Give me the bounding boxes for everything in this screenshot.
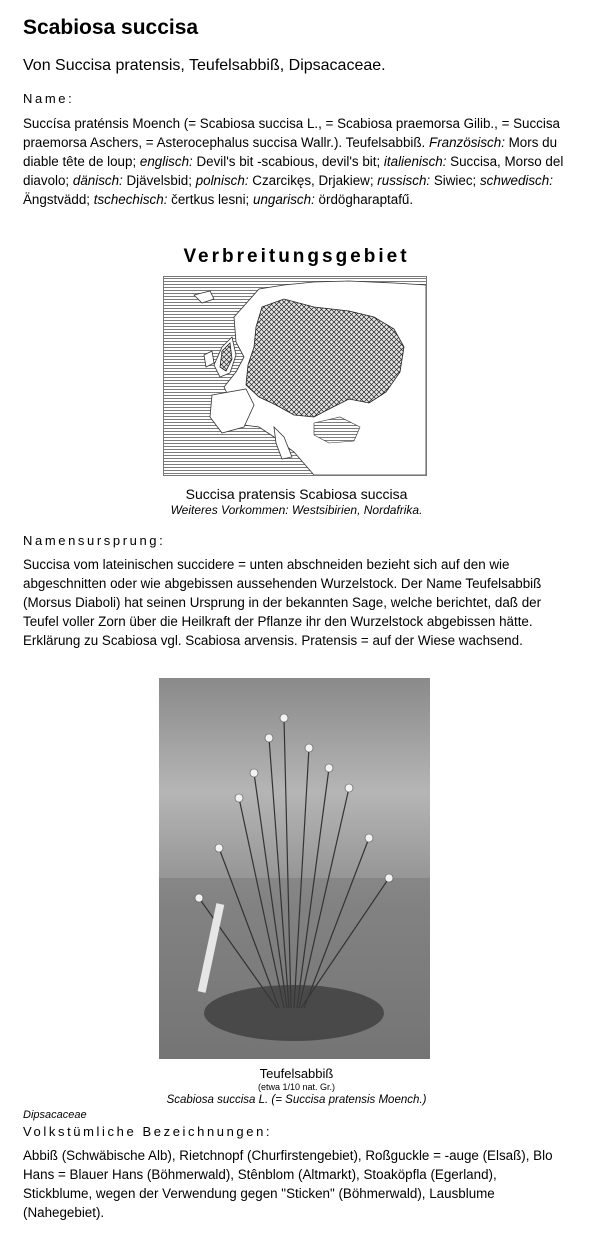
origin-heading: Namensursprung: [23, 533, 166, 548]
page-title: Scabiosa succisa [23, 16, 199, 39]
distribution-map [163, 276, 427, 476]
lang-text: Siwiec; [430, 173, 480, 188]
map-title: Verbreitungsgebiet [183, 246, 410, 267]
lang-text: čertkus lesni; [167, 192, 254, 207]
lang-text: Ängstvädd; [23, 192, 94, 207]
page-subtitle: Von Succisa pratensis, Teufelsabbiß, Dipsacaceae. [23, 57, 386, 74]
lang-label: schwedisch: [479, 173, 553, 188]
lang-text: ördögharaptafű. [314, 192, 414, 207]
botanical-names: Succísa praténsis Moench (= Scabiosa succisa L., = Scabiosa praemorsa Gilib., = Succisa praemorsa Aschers, = Asterocephalus succisa Wallr.). Teufelsabbiß. [23, 116, 560, 150]
lang-text: Czarcikęs, Drjakiew; [248, 173, 378, 188]
photo-latin: Scabiosa succisa L. (= Succisa pratensis Moench.) [166, 1094, 427, 1106]
photo-scale: (etwa 1/10 nat. Gr.) [257, 1082, 336, 1092]
map-caption: Succisa pratensis Scabiosa succisa [185, 486, 408, 502]
family-label: Dipsacaceae [23, 1109, 87, 1121]
lang-text: Devil's bit -scabious, devil's bit; [192, 154, 384, 169]
lang-text: Djävelsbid; [122, 173, 196, 188]
lang-text: Mors du diable tête de loup; [23, 135, 558, 169]
plant-photo [159, 678, 430, 1059]
lang-label: dänisch: [72, 173, 123, 188]
name-heading: Name: [23, 91, 75, 106]
lang-label: Französisch: [429, 135, 505, 150]
lang-label: ungarisch: [253, 192, 315, 207]
name-paragraph [23, 114, 568, 209]
lang-label: polnisch: [195, 173, 249, 188]
lang-label: englisch: [139, 154, 193, 169]
lang-label: italienisch: [383, 154, 447, 169]
lang-text: Succisa, Morso del diavolo; [23, 154, 564, 188]
photo-caption: Teufelsabbiß [259, 1066, 334, 1081]
folk-paragraph: Abbiß (Schwäbische Alb), Rietchnopf (Churfirstengebiet), Roßguckle = -auge (Elsaß), Blo Hans = Blauer Hans (Böhmerwald), Stênblom (Altmarkt), Stoaköpfla (Egerland), Stickblume, wegen der Verwendung gegen "Sticken" (Böhmerwald), Lausblume (Nahegebiet). [23, 1148, 553, 1220]
lang-label: russisch: [377, 173, 431, 188]
folk-heading: Volkstümliche Bezeichnungen: [23, 1124, 273, 1139]
lang-label: tschechisch: [93, 192, 168, 207]
map-subcaption: Weiteres Vorkommen: Westsibirien, Nordafrika. [170, 503, 423, 517]
origin-paragraph: Succisa vom lateinischen succidere = unten abschneiden bezieht sich auf den wie abgeschnitten oder wie abgebissen aussehenden Wurzelstock. Der Name Teufelsabbiß (Morsus Diaboli) hat seinen Ursprung in der bekannten Sage, welche berichtet, daß der Teufel voller Zorn über die Heilkraft der Pflanze ihr den Wurzelstock abgebissen hätte. Erklärung zu Scabiosa vgl. Scabiosa arvensis. Pratensis = auf der Wiese wachsend. [23, 557, 542, 648]
